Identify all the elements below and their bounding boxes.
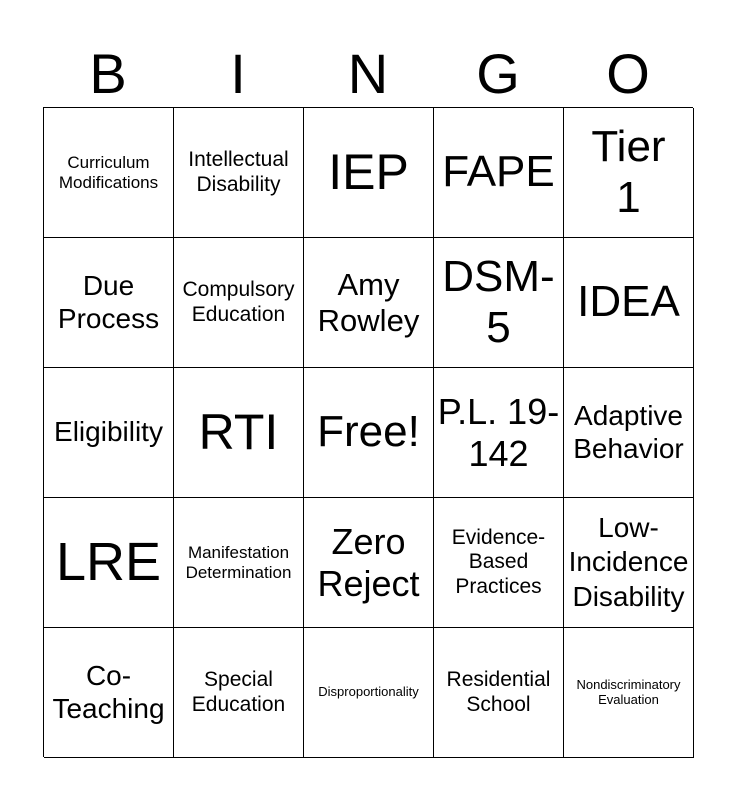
- bingo-cell[interactable]: [174, 368, 304, 498]
- bingo-cell[interactable]: [44, 498, 174, 628]
- cell-label: Adaptive Behavior: [573, 400, 684, 464]
- bingo-cell[interactable]: [174, 628, 304, 758]
- cell-label: Zero Reject: [317, 521, 420, 604]
- header-letter-i: I: [230, 42, 246, 105]
- bingo-cell[interactable]: [434, 238, 564, 368]
- bingo-cell[interactable]: [44, 238, 174, 368]
- header-letter-o: O: [606, 42, 650, 105]
- bingo-cell[interactable]: [564, 238, 694, 368]
- cell-label: Nondiscriminatory Evaluation: [576, 676, 681, 707]
- bingo-cell[interactable]: [434, 628, 564, 758]
- bingo-cell[interactable]: [174, 498, 304, 628]
- header-letter-g: G: [476, 42, 520, 105]
- cell-label: DSM-5: [442, 251, 555, 352]
- cell-label: LRE: [55, 532, 162, 593]
- cell-label: Co-Teaching: [52, 660, 165, 724]
- bingo-cell[interactable]: [304, 108, 434, 238]
- bingo-cell[interactable]: [44, 368, 174, 498]
- cell-label: Due Process: [57, 270, 160, 334]
- cell-label: IEP: [328, 143, 409, 200]
- cell-label: Eligibility: [54, 416, 163, 448]
- cell-label: IDEA: [577, 277, 680, 327]
- cell-label: Tier 1: [591, 121, 666, 222]
- bingo-cell[interactable]: [434, 108, 564, 238]
- bingo-cell[interactable]: [564, 498, 694, 628]
- bingo-cell[interactable]: [304, 628, 434, 758]
- bingo-cell[interactable]: [44, 628, 174, 758]
- cell-label: Disproportionality: [318, 684, 419, 700]
- cell-label: P.L. 19-142: [437, 391, 560, 474]
- bingo-cell[interactable]: [44, 108, 174, 238]
- cell-label: Intellectual Disability: [188, 148, 289, 196]
- bingo-cell[interactable]: [564, 368, 694, 498]
- bingo-cell[interactable]: [174, 108, 304, 238]
- header-letter-b: B: [89, 42, 127, 105]
- bingo-cell[interactable]: [304, 368, 434, 498]
- cell-label: Amy Rowley: [317, 266, 420, 338]
- bingo-cell[interactable]: [564, 628, 694, 758]
- cell-label: Manifestation Determination: [185, 542, 292, 582]
- cell-label: Evidence-Based Practices: [451, 526, 546, 598]
- bingo-header: [43, 44, 693, 104]
- cell-label: Compulsory Education: [182, 278, 295, 326]
- bingo-cell[interactable]: [564, 108, 694, 238]
- cell-label: Low-Incidence Disability: [568, 512, 689, 612]
- cell-label: RTI: [198, 403, 279, 460]
- bingo-cell[interactable]: [174, 238, 304, 368]
- cell-label: Special Education: [191, 668, 286, 716]
- bingo-card: [43, 107, 693, 757]
- bingo-cell[interactable]: [304, 238, 434, 368]
- cell-label: Curriculum Modifications: [58, 152, 159, 192]
- bingo-cell[interactable]: [434, 498, 564, 628]
- free-space: Free!: [317, 407, 420, 457]
- cell-label: Residential School: [446, 668, 551, 716]
- header-letter-n: N: [347, 42, 389, 105]
- bingo-cell[interactable]: [434, 368, 564, 498]
- bingo-cell[interactable]: [304, 498, 434, 628]
- cell-label: FAPE: [442, 147, 555, 197]
